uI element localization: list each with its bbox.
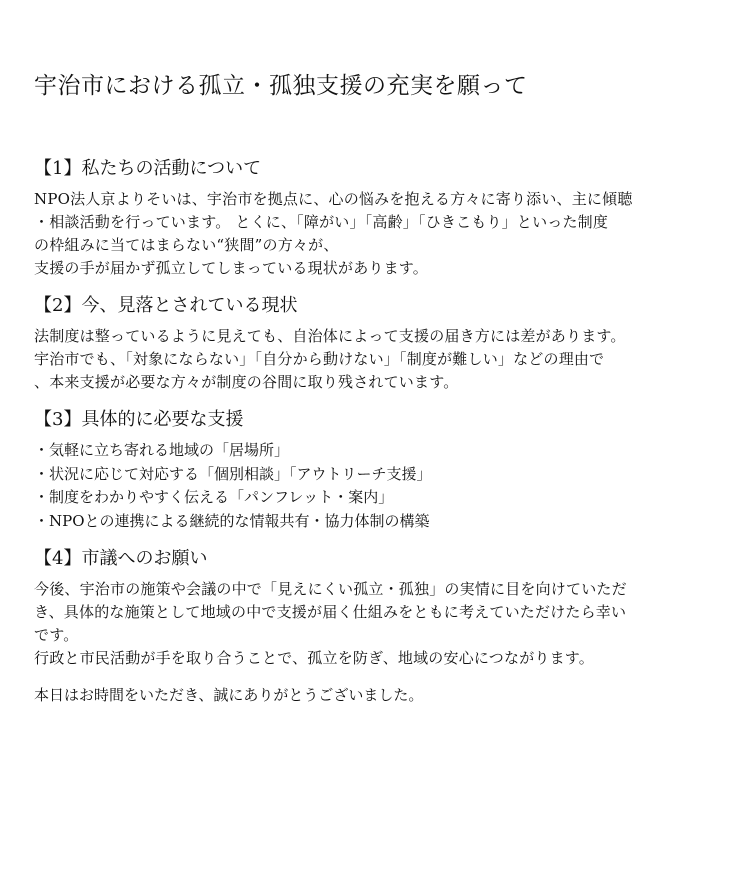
support-list [34,439,740,533]
paragraph-line: 行政と市民活動が手を取り合うことで、孤立を防ぎ、地域の安心につながります。 [34,649,595,667]
list-item: ・状況に応じて対応する「個別相談」「アウトリーチ支援」 [34,464,432,483]
list-item: ・NPOとの連携による継続的な情報共有・協力体制の構築 [34,511,430,530]
section-heading: 【3】具体的に必要な支援 [34,409,244,430]
paragraph-line: 、本来支援が必要な方々が制度の谷間に取り残されています。 [34,373,459,391]
section-needed-support [34,406,740,533]
section-paragraph [34,188,740,280]
section-activities [34,155,740,280]
paragraph-line: 宇治市でも、「対象にならない」「自分から動けない」「制度が難しい」などの理由で [34,350,605,368]
paragraph-line: の枠組みに当てはまらない“狭間”の方々が、 [34,236,339,254]
document-body [34,155,740,707]
closing-remark: 本日はお時間をいただき、誠にありがとうございました。 [34,686,424,704]
paragraph-line: 支援の手が届かず孤立してしまっている現状があります。 [34,259,429,277]
paragraph-line: NPO法人京よりそいは、宇治市を拠点に、心の悩みを抱える方々に寄り添い、主に傾聴 [34,190,633,208]
paragraph-line: です。 [34,626,79,644]
section-heading: 【2】今、見落とされている現状 [34,295,298,316]
list-item: ・制度をわかりやすく伝える「パンフレット・案内」 [34,488,394,506]
section-paragraph [34,578,740,670]
document-title: 宇治市における孤立・孤独支援の充実を願って [34,73,528,99]
paragraph-line: き、具体的な施策として地域の中で支援が届く仕組みをともに考えていただけたら幸い [34,603,627,621]
paragraph-line: ・相談活動を行っています。 とくに、「障がい」「高齢」「ひきこもり」といった制度 [34,213,609,231]
paragraph-line: 今後、宇治市の施策や会議の中で「見えにくい孤立・孤独」の実情に目を向けていただ [34,580,627,598]
section-paragraph [34,325,740,394]
section-current-situation [34,292,740,394]
section-heading: 【4】市議へのお願い [34,548,208,569]
paragraph-line: 法制度は整っているように見えても、自治体によって支援の届き方には差があります。 [34,327,626,345]
section-heading: 【1】私たちの活動について [34,158,262,179]
section-request [34,545,740,670]
list-item: ・気軽に立ち寄れる地域の「居場所」 [34,441,290,459]
